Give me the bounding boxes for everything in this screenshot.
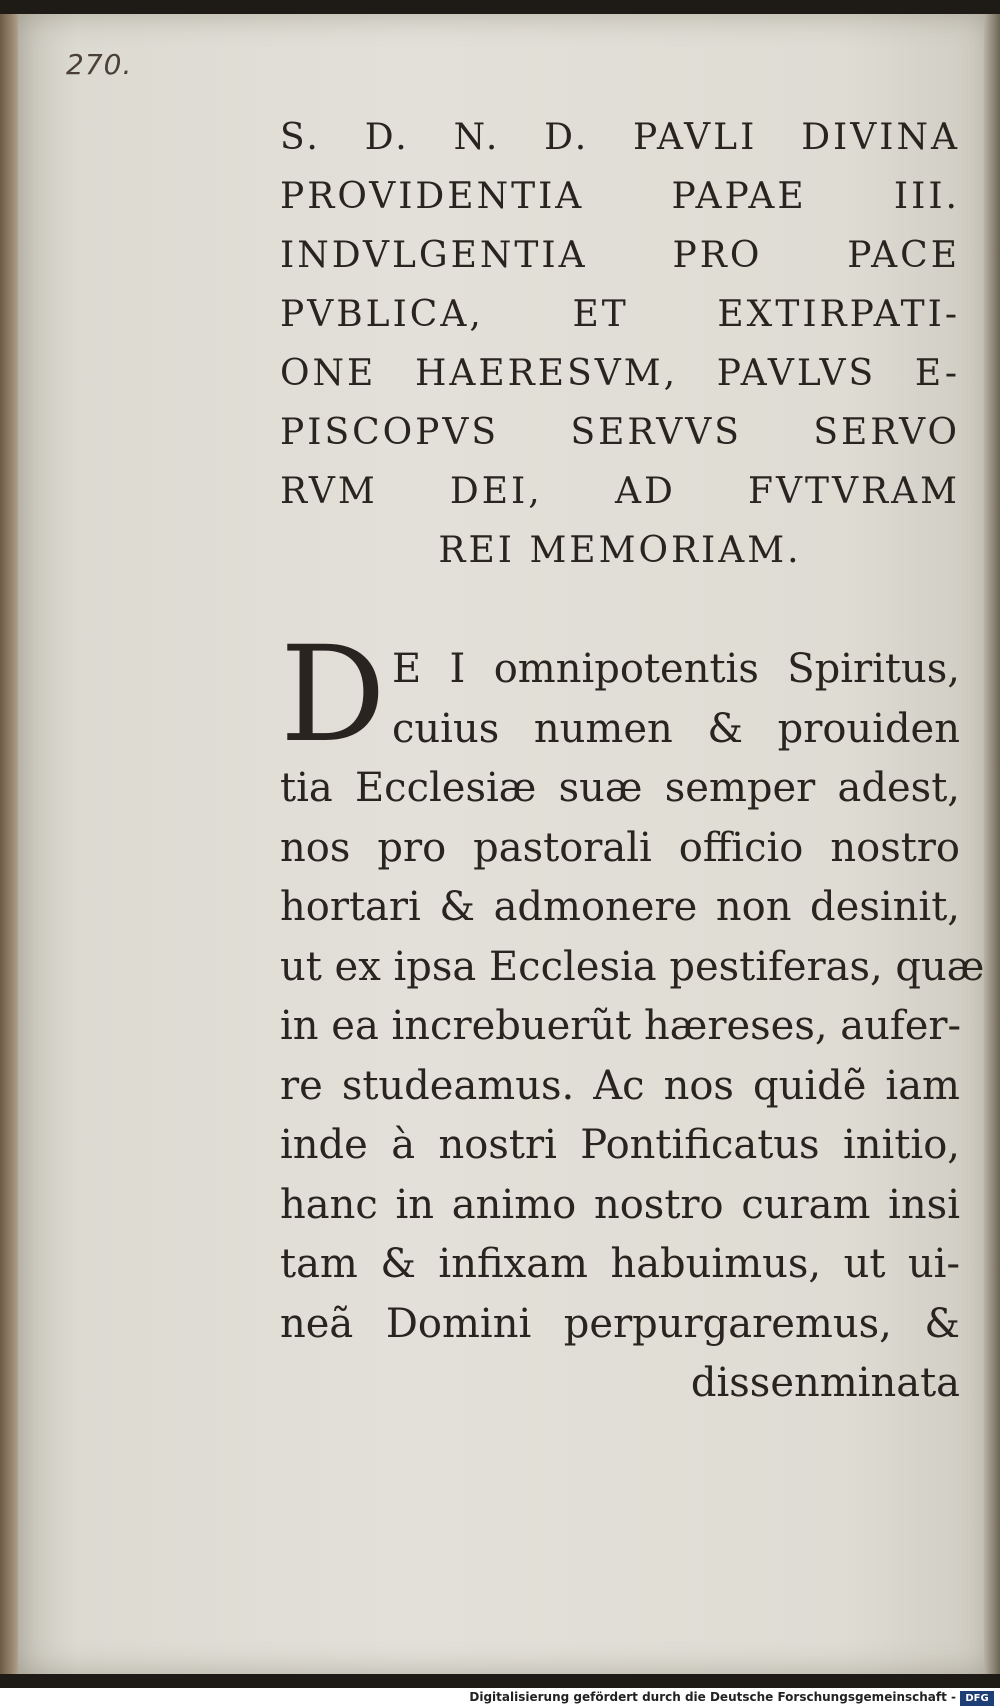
heading-line: RVM DEI, AD FVTVRAM (280, 471, 960, 512)
body-text (280, 618, 985, 1414)
body-line: ut ex ipsa Ecclesia pestiferas, quæ (280, 943, 985, 990)
heading-line: REI MEMORIAM. (438, 530, 802, 571)
heading-line: INDVLGENTIA PRO PACE (280, 235, 960, 276)
body-line: in ea increbuerũt hæreses, aufer- (280, 1003, 961, 1049)
heading-line: S. D. N. D. PAVLI DIVINA (280, 117, 960, 158)
body-line: inde à nostri Pontificatus initio, (280, 1122, 960, 1168)
body-line: nos pro pastorali officio nostro (280, 824, 960, 871)
body-line: tam & infixam habuimus, ut ui- (280, 1241, 960, 1287)
heading-block (280, 108, 960, 580)
catchword: dissenminata (690, 1360, 960, 1406)
folio-number: 270. (66, 48, 133, 81)
body-line: hanc in animo nostro curam insi (280, 1181, 960, 1228)
heading-line: PROVIDENTIA PAPAE III. (280, 176, 960, 217)
heading-line: PISCOPVS SERVVS SERVO (280, 412, 960, 453)
body-line: E I omnipotentis Spiritus, (392, 646, 960, 692)
heading-line: PVBLICA, ET EXTIRPATI- (280, 294, 960, 335)
body-line: cuius numen & prouiden (392, 705, 960, 752)
body-line: neã Domini perpurgaremus, & (280, 1300, 960, 1347)
body-line: tia Ecclesiæ suæ semper adest, (280, 765, 960, 811)
body-line: re studeamus. Ac nos quidẽ iam (280, 1062, 960, 1109)
body-line: hortari & admonere non desinit, (280, 884, 960, 930)
dfg-logo-icon: DFG (960, 1691, 994, 1706)
drop-initial: D (280, 618, 386, 772)
funding-credit: Digitalisierung gefördert durch die Deutsche Forschungsgemeinschaft - (469, 1690, 956, 1704)
heading-line: ONE HAERESVM, PAVLVS E- (280, 353, 960, 394)
page-edge (984, 14, 1000, 1674)
